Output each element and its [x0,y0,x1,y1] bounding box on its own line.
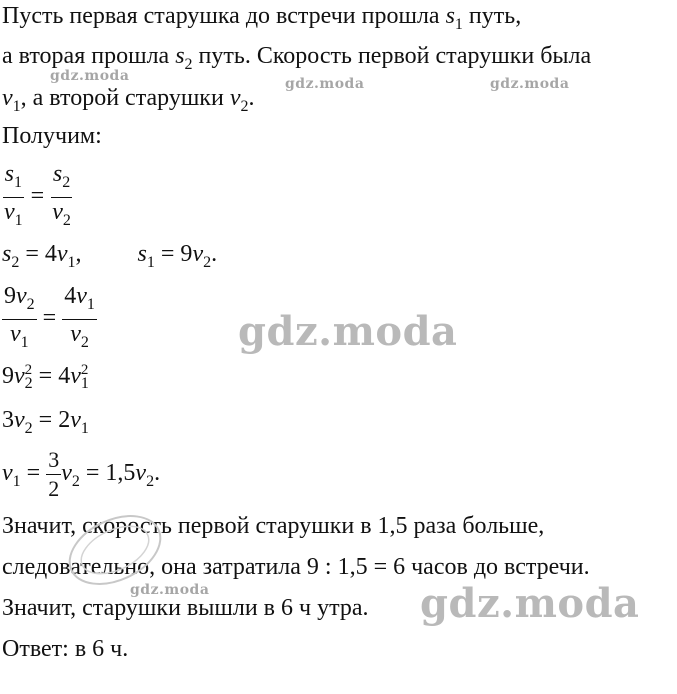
equation-5 [2,406,89,443]
var: s [2,241,12,267]
subscript: 1 [14,212,23,229]
var: v [70,321,81,347]
var: v [192,241,204,267]
equals-sign: = [20,460,47,487]
subscript: 2 [24,420,33,437]
var: v [14,407,25,433]
expr: = 9 [154,241,193,267]
subscript: 1 [12,473,21,491]
stamp-watermark-icon [60,510,170,590]
period: . [211,241,218,267]
var: v [52,199,63,225]
conclusion-line-1: Значит, скорость первой старушки в 1,5 раза больше, [2,513,545,539]
answer-line: Ответ: в 6 ч. [2,636,129,662]
intro-line-1 [2,2,521,39]
expr: = 2 [32,407,71,433]
var: v [61,460,72,487]
subscript: 1 [12,98,21,115]
equation-2 [2,240,217,277]
intro-text: путь. Скорость первой старушки была [192,43,592,69]
subscript: 1 [20,334,29,351]
var: v [70,407,81,433]
var: v [16,283,27,309]
var: v [10,321,21,347]
coef: 9 [4,283,16,309]
var: s [52,161,63,187]
fraction [2,282,37,357]
subscript: 2 [203,254,212,271]
var-v: v [229,85,241,111]
var: v [4,199,15,225]
var: v [70,363,81,389]
watermark-large: gdz.moda [238,308,458,355]
subscript: 2 [71,473,80,491]
conclusion-line-3: Значит, старушки вышли в 6 ч утра. [2,595,369,621]
fraction [2,160,25,235]
conclusion-line-2: следовательно, она затратила 9 : 1,5 = 6 часов до встречи. [2,554,590,580]
var-v: v [2,85,13,111]
subscript: 2 [80,334,89,351]
subscript: 2 [184,56,193,73]
equation-1 [2,160,73,235]
subscript: 2 [146,473,155,491]
watermark-small: gdz.moda [50,68,130,84]
equation-3 [2,282,97,357]
subscript: 1 [80,375,89,393]
intro-line-3 [2,84,254,121]
subscript: 1 [80,420,89,437]
subscript: 2 [11,254,20,271]
var: v [76,283,87,309]
period: . [154,460,161,487]
fraction [62,282,97,357]
watermark-large: gdz.moda [420,580,640,627]
var: v [2,460,13,487]
subscript: 1 [86,296,95,313]
subscript: 1 [14,174,22,191]
coef: 4 [64,283,77,309]
expr: = 4 [32,363,71,389]
subscript: 1 [67,254,76,271]
var: s [137,241,147,267]
equals-sign: = [42,305,57,332]
intro-text: Пусть первая старушка до встречи прошла [2,3,446,29]
coef: 9 [2,363,14,389]
expr: = 4 [19,241,57,267]
var: v [135,460,147,487]
intro-text: . [248,85,255,111]
subscript: 1 [454,16,463,33]
var: v [56,241,68,267]
equation-6 [2,446,160,503]
denominator: 2 [48,476,60,501]
numerator: 3 [46,446,61,475]
intro-text: путь, [462,3,522,29]
intro-text: а вторая прошла [2,43,176,69]
subscript: 2 [240,98,249,115]
intro-text: , а второй старушки [20,85,230,111]
var: s [4,161,14,187]
equation-4 [2,362,89,391]
var-s: s [445,3,455,29]
watermark-small: gdz.moda [285,76,365,92]
equals-sign: = [30,183,45,210]
intro-line-4: Получим: [2,123,102,149]
superscript: 2 [80,362,89,379]
var-s: s [175,43,185,69]
var: v [14,363,25,389]
subscript: 2 [62,212,71,229]
comma: , [75,241,82,267]
subscript: 1 [146,254,155,271]
expr: = 1,5 [79,460,136,487]
superscript: 2 [24,362,33,379]
coef: 3 [2,407,14,433]
subscript: 2 [62,174,71,191]
watermark-small: gdz.moda [130,582,210,598]
watermark-small: gdz.moda [490,76,570,92]
subscript: 2 [26,296,35,313]
fraction [46,446,61,503]
subscript: 2 [24,375,33,393]
fraction [50,160,73,235]
